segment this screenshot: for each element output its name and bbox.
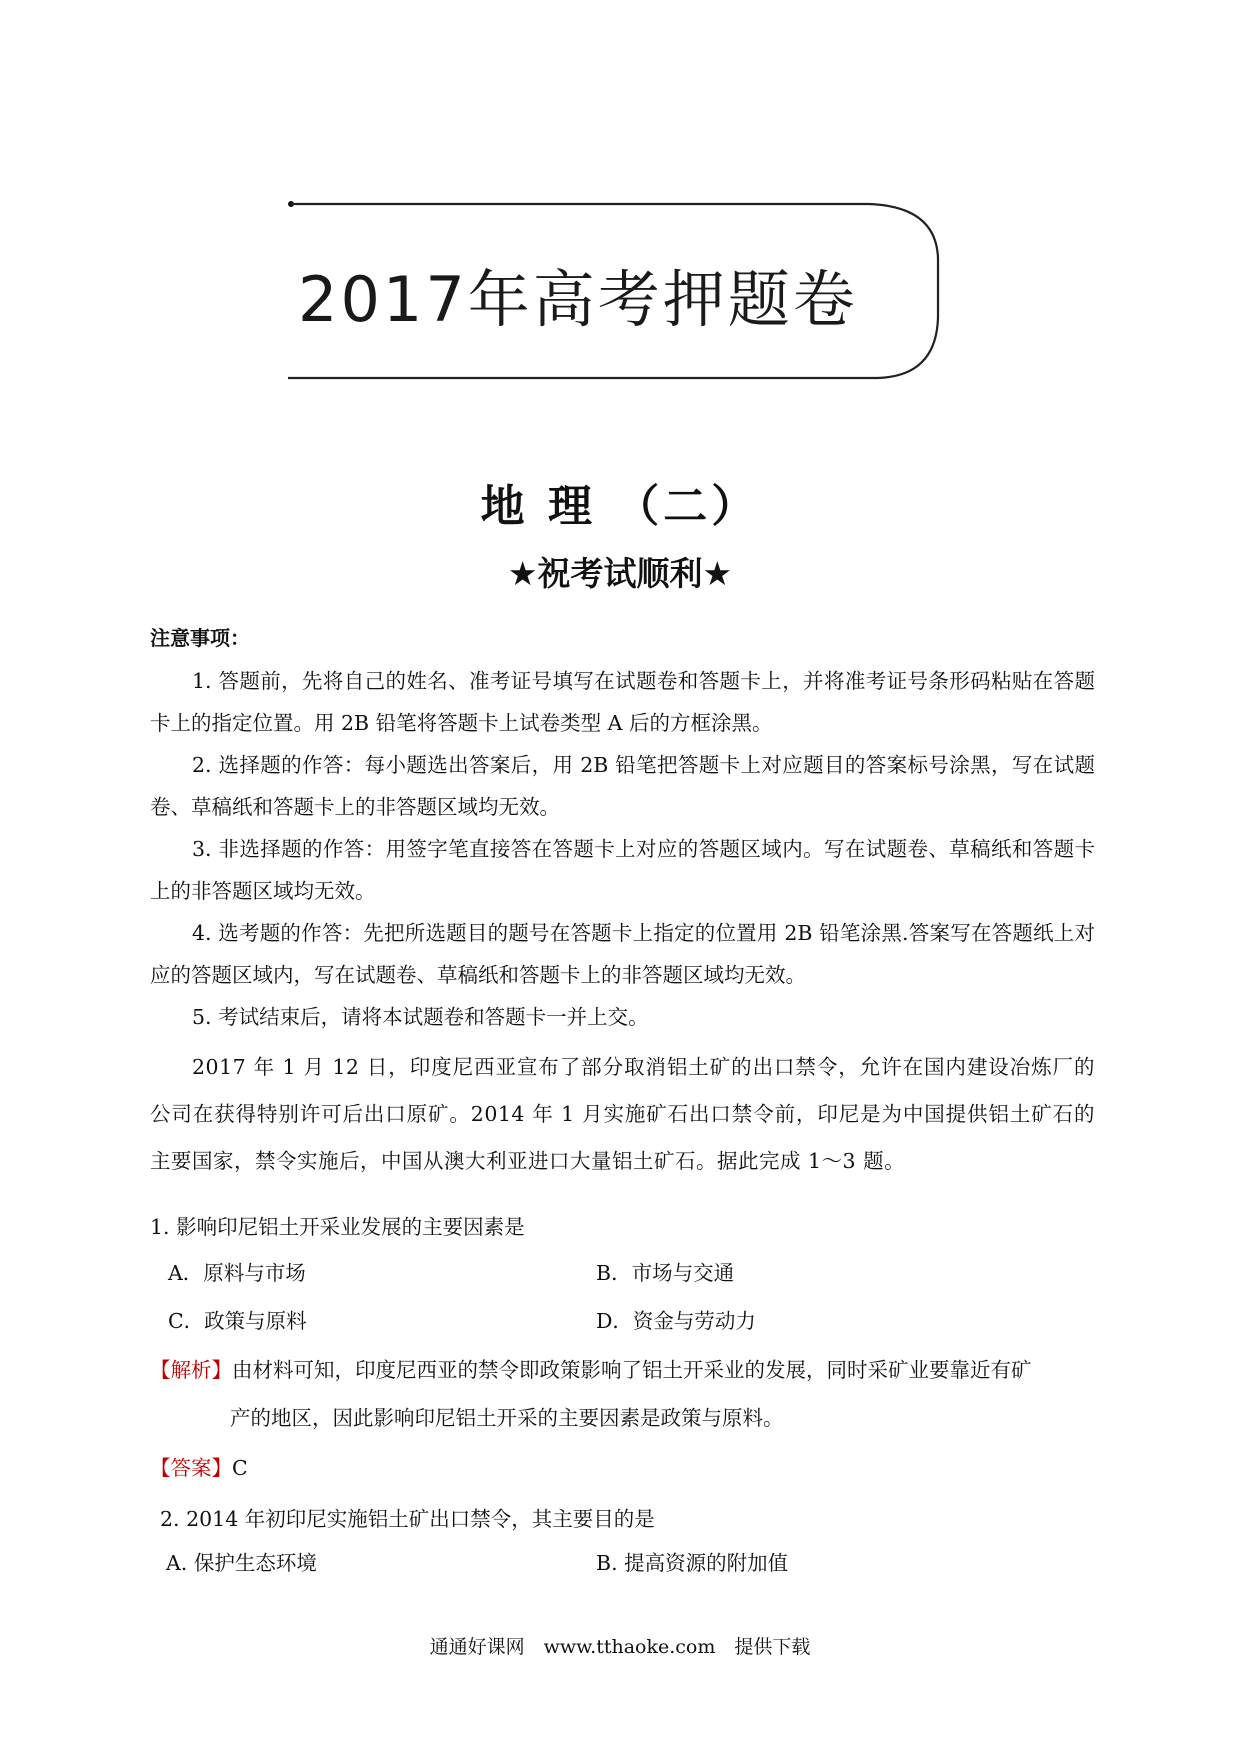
subject-title: 地 理 （二） [480,481,760,532]
option-b: B. 提高资源的附加值 [596,1550,789,1575]
title-banner [288,198,948,388]
analysis-tag: 【解析】 [150,1357,232,1382]
blessing-text: ★祝考试顺利★ [507,554,733,593]
notice-item: 2. 选择题的作答：每小题选出答案后，用 2B 铅笔把答题卡上对应题目的答案标号涂黑，写在试题卷、草稿纸和答题卡上的非答题区域均无效。 [150,753,1095,819]
option-a: A. 保护生态环境 [166,1550,317,1575]
analysis-text-line1: 由材料可知，印度尼西亚的禁令即政策影响了铝土开采业的发展，同时采矿业要靠近有矿 [232,1357,1032,1382]
question-1-options [158,1248,1095,1344]
reading-passage: 2017 年 1 月 12 日，印度尼西亚宣布了部分取消铝土矿的出口禁令，允许在国内建设冶炼厂的公司在获得特别许可后出口原矿。2014 年 1 月实施矿石出口禁令前，印尼是为中国提供铝土矿石的主要国家，禁令实施后，中国从澳大利亚进口大量铝土矿石。据此完成 1～3 题。 [150,1055,1095,1173]
banner-title: 2017年高考押题卷 [298,263,858,336]
option-a: A．原料与市场 [168,1260,306,1285]
option-d: D．资金与劳动力 [596,1308,756,1333]
option-c: C．政策与原料 [168,1308,307,1333]
notice-item: 5. 考试结束后，请将本试题卷和答题卡一并上交。 [192,1005,649,1029]
question-1-stem: 1. 影响印尼铝土开采业发展的主要因素是 [150,1214,525,1239]
notice-item: 1. 答题前，先将自己的姓名、准考证号填写在试题卷和答题卡上，并将准考证号条形码粘贴在答题卡上的指定位置。用 2B 铅笔将答题卡上试卷类型 A 后的方框涂黑。 [150,669,1095,735]
notice-title: 注意事项： [150,626,250,650]
page-footer: 通通好课网 www.tthaoke.com 提供下载 [429,1636,811,1658]
notice-item: 3. 非选择题的作答：用签字笔直接答在答题卡上对应的答题区域内。写在试题卷、草稿纸和答题卡上的非答题区域均无效。 [150,837,1095,903]
answer-tag: 【答案】 [150,1455,232,1480]
exam-content [150,620,1095,1590]
answer-value: C [232,1455,248,1480]
option-b: B．市场与交通 [596,1260,735,1285]
question-2-options [158,1540,1095,1590]
analysis-block [150,1346,1095,1442]
analysis-text-line2: 产的地区，因此影响印尼铝土开采的主要因素是政策与原料。 [230,1405,784,1430]
answer-block [150,1444,1095,1492]
notice-item: 4. 选考题的作答：先把所选题目的题号在答题卡上指定的位置用 2B 铅笔涂黑.答案写在答题纸上对应的答题区域内，写在试题卷、草稿纸和答题卡上的非答题区域均无效。 [150,921,1095,987]
question-2-stem: 2. 2014 年初印尼实施铝土矿出口禁令，其主要目的是 [160,1506,655,1531]
